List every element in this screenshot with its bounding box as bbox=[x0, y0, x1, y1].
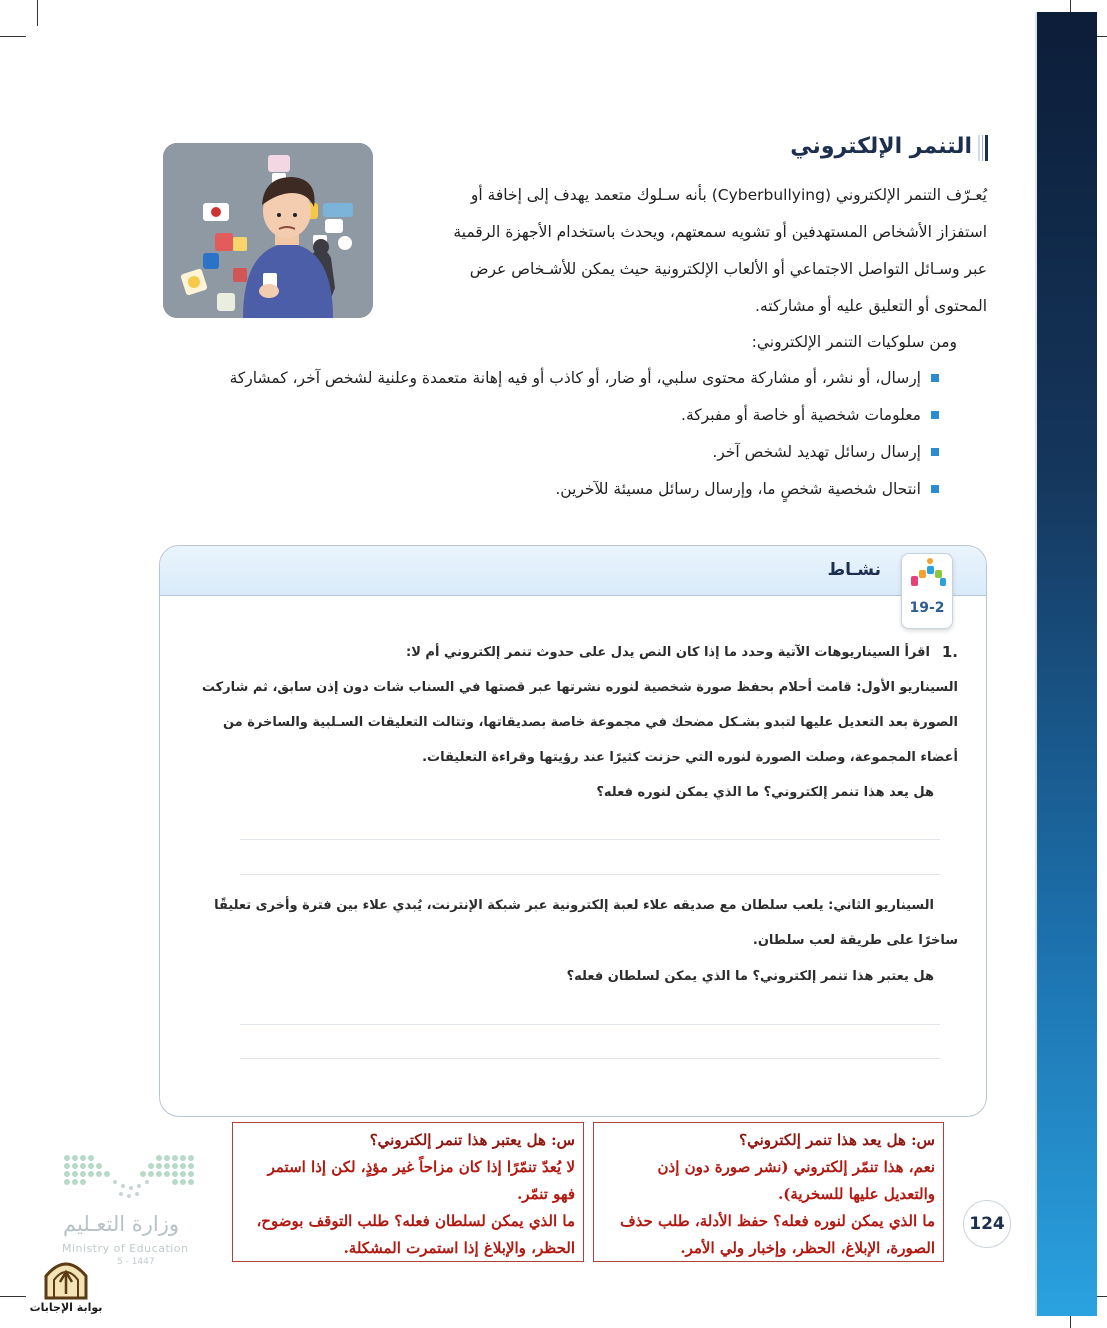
answer-line[interactable] bbox=[240, 1024, 940, 1025]
intro-line: عبر وسـائل التواصل الاجتماعي أو الألعاب الإلكترونية حيث يمكن للأشـخاص عرض bbox=[469, 260, 987, 278]
answer-line: الصورة، الإبلاغ، الحظر، وإخبار ولي الأمر. bbox=[680, 1239, 935, 1257]
scenario-2-question: هل يعتبر هذا تنمر إلكتروني؟ ما الذي يمكن لسلطان فعله؟ bbox=[566, 969, 934, 984]
answer-line: والتعديل عليها للسخرية). bbox=[778, 1185, 935, 1203]
answer-line: نعم، هذا تنمّر إلكتروني (نشر صورة دون إذن bbox=[657, 1158, 935, 1176]
list-item-text: إرسال رسائل تهديد لشخص آخر. bbox=[712, 443, 921, 461]
ministry-dots-icon bbox=[55, 1150, 205, 1210]
scenario-line: السيناريو الثاني: يلعب سلطان مع صديقه علاء لعبة إلكترونية عبر شبكة الإنترنت، يُبدي علاء بين فترة وأخرى تعليقًا bbox=[214, 898, 934, 913]
list-item-continuation bbox=[159, 397, 939, 434]
behaviors-lead: ومن سلوكيات التنمر الإلكتروني: bbox=[751, 333, 957, 351]
answer-line: س: هل يعد هذا تنمر إلكتروني؟ bbox=[739, 1131, 935, 1149]
scenario-line: ساخرًا على طريقة لعب سلطان. bbox=[752, 933, 958, 948]
list-item bbox=[159, 360, 939, 397]
answer-box-left bbox=[232, 1122, 584, 1262]
activity-badge bbox=[901, 553, 953, 629]
scenario-1-question: هل يعد هذا تنمر إلكتروني؟ ما الذي يمكن لنوره فعله؟ bbox=[596, 785, 934, 800]
ministry-name-ar: وزارة التعـليم bbox=[63, 1212, 180, 1236]
ministry-year: 5 - 1447 bbox=[117, 1257, 155, 1267]
illustration-art bbox=[163, 143, 373, 318]
list-item-text: انتحال شخصية شخصٍ ما، وإرسال رسائل مسيئة للآخرين. bbox=[555, 480, 921, 498]
list-item-text: إرسال، أو نشر، أو مشاركة محتوى سلبي، أو ضار، أو كاذب أو فيه إهانة متعمدة وعلنية لشخص آخر، كمشاركة bbox=[229, 369, 921, 387]
answer-line: ما الذي يمكن لنوره فعله؟ حفظ الأدلة، طلب حذف bbox=[620, 1212, 935, 1230]
answer-line[interactable] bbox=[240, 839, 940, 840]
ministry-name-en: Ministry of Education bbox=[62, 1242, 189, 1255]
scenario-line: السيناريو الأول: قامت أحلام بحفظ صورة شخصية لنوره نشرتها عبر قصتها في السناب شات دون إذن سابق، ثم شاركت bbox=[201, 680, 958, 695]
ministry-logo bbox=[55, 1150, 205, 1270]
page-number: 124 bbox=[963, 1200, 1011, 1248]
crop-mark bbox=[0, 1296, 26, 1297]
activity-icon bbox=[902, 554, 954, 596]
answer-line: لا يُعدّ تنمّرًا إذا كان مزاحاً غير مؤذٍ، لكن إذا استمر bbox=[267, 1158, 575, 1176]
answer-line: س: هل يعتبر هذا تنمر إلكتروني؟ bbox=[369, 1131, 575, 1149]
answer-line[interactable] bbox=[240, 874, 940, 875]
activity-number: 19-2 bbox=[909, 600, 945, 616]
behaviors-list bbox=[159, 360, 939, 508]
section-title: التنمر الإلكتروني bbox=[790, 134, 972, 159]
gate-logo-label: بوابة الإجابات bbox=[29, 1301, 103, 1314]
answer-line: الحظر، والإبلاغ إذا استمرت المشكلة. bbox=[343, 1239, 575, 1257]
answer-box-right bbox=[593, 1122, 944, 1262]
question-number: .1 bbox=[941, 643, 958, 661]
activity-box bbox=[159, 545, 987, 1117]
answer-line: فهو تنمّر. bbox=[517, 1185, 575, 1203]
list-item bbox=[159, 434, 939, 471]
cyberbullying-illustration bbox=[163, 143, 373, 318]
list-item-text: معلومات شخصية أو خاصة أو مفبركة. bbox=[681, 406, 921, 424]
scenario-1-text bbox=[188, 670, 958, 775]
gate-logo-icon bbox=[30, 1254, 102, 1326]
answer-line[interactable] bbox=[240, 1058, 940, 1059]
activity-header bbox=[160, 546, 986, 596]
intro-paragraph bbox=[392, 177, 987, 325]
activity-title: نشـاط bbox=[827, 560, 881, 580]
list-item bbox=[159, 471, 939, 508]
title-marker bbox=[978, 135, 988, 161]
decorative-sidebar bbox=[1037, 12, 1097, 1316]
answer-line: ما الذي يمكن لسلطان فعله؟ طلب التوقف بوضوح، bbox=[256, 1212, 575, 1230]
intro-line: المحتوى أو التعليق عليه أو مشاركته. bbox=[755, 297, 987, 315]
scenario-2-text bbox=[188, 888, 958, 958]
intro-line: استفزاز الأشخاص المستهدفين أو تشويه سمعتهم، ويحدث باستخدام الأجهزة الرقمية bbox=[453, 223, 987, 241]
crop-mark bbox=[0, 36, 26, 37]
instruction-text: اقرأ السيناريوهات الآتية وحدد ما إذا كان النص يدل على حدوث تنمر إلكتروني أم لا: bbox=[406, 645, 930, 660]
scenario-line: الصورة بعد التعديل عليها لتبدو بشـكل مضحك في مجموعة خاصة بصديقاتها، وتتالت التعليقات السـلبية والساخرة من bbox=[222, 715, 958, 730]
scenario-line: أعضاء المجموعة، وصلت الصورة لنوره التي حزنت كثيرًا عند رؤيتها وقراءة التعليقات. bbox=[422, 750, 958, 765]
intro-line: يُعـرّف التنمر الإلكتروني (Cyberbullying) بأنه سـلوك متعمد يهدف إلى إخافة أو bbox=[470, 186, 987, 204]
crop-mark bbox=[37, 0, 38, 26]
